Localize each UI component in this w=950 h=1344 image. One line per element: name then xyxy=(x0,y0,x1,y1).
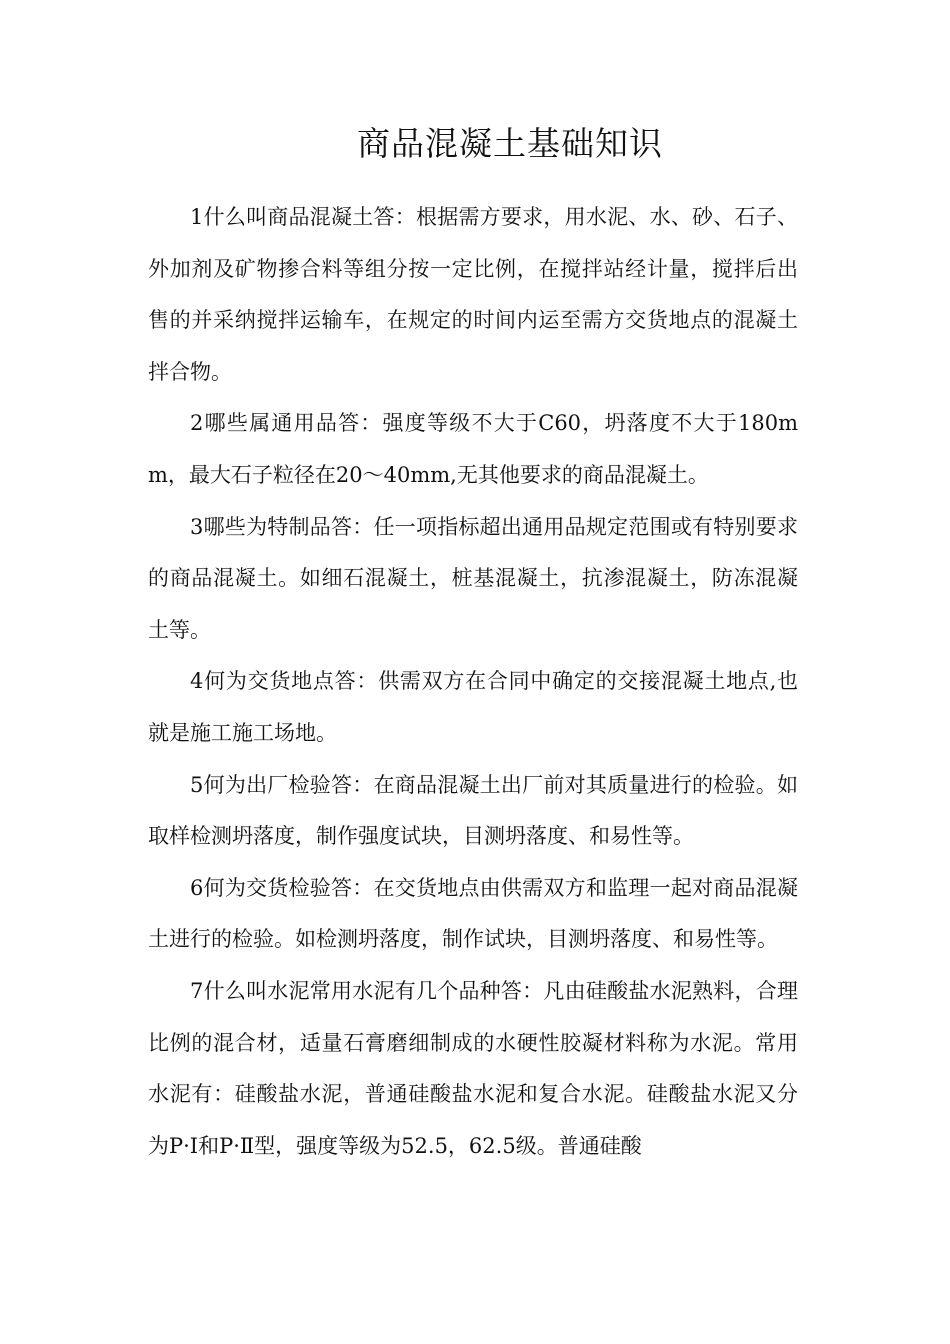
paragraph-6: 6何为交货检验答：在交货地点由供需双方和监理一起对商品混凝土进行的检验。如检测坍落度，制作试块，目测坍落度、和易性等。 xyxy=(148,875,798,952)
document-body xyxy=(148,192,798,1172)
document-title: 商品混凝土基础知识 xyxy=(357,124,663,163)
paragraph-3: 3哪些为特制品答：任一项指标超出通用品规定范围或有特别要求的商品混凝土。如细石混凝土，桩基混凝土，抗渗混凝土，防冻混凝土等。 xyxy=(148,514,798,642)
paragraph-5: 5何为出厂检验答：在商品混凝土出厂前对其质量进行的检验。如取样检测坍落度，制作强度试块，目测坍落度、和易性等。 xyxy=(148,772,798,849)
paragraph-1: 1什么叫商品混凝土答：根据需方要求，用水泥、水、砂、石子、外加剂及矿物掺合料等组分按一定比例，在搅拌站经计量，搅拌后出售的并采纳搅拌运输车，在规定的时间内运至需方交货地点的混凝土拌合物。 xyxy=(148,205,798,384)
paragraph-7: 7什么叫水泥常用水泥有几个品种答：凡由硅酸盐水泥熟料，合理比例的混合材，适量石膏磨细制成的水硬性胶凝材料称为水泥。常用水泥有：硅酸盐水泥，普通硅酸盐水泥和复合水泥。硅酸盐水泥又分为P·Ⅰ和P·Ⅱ型，强度等级为52.5，62.5级。普通硅酸 xyxy=(148,978,798,1158)
paragraph-4: 4何为交货地点答：供需双方在合同中确定的交接混凝土地点,也就是施工施工场地。 xyxy=(148,669,798,745)
paragraph-2: 2哪些属通用品答：强度等级不大于C60，坍落度不大于180mm，最大石子粒径在20～40mm,无其他要求的商品混凝土。 xyxy=(148,411,798,487)
